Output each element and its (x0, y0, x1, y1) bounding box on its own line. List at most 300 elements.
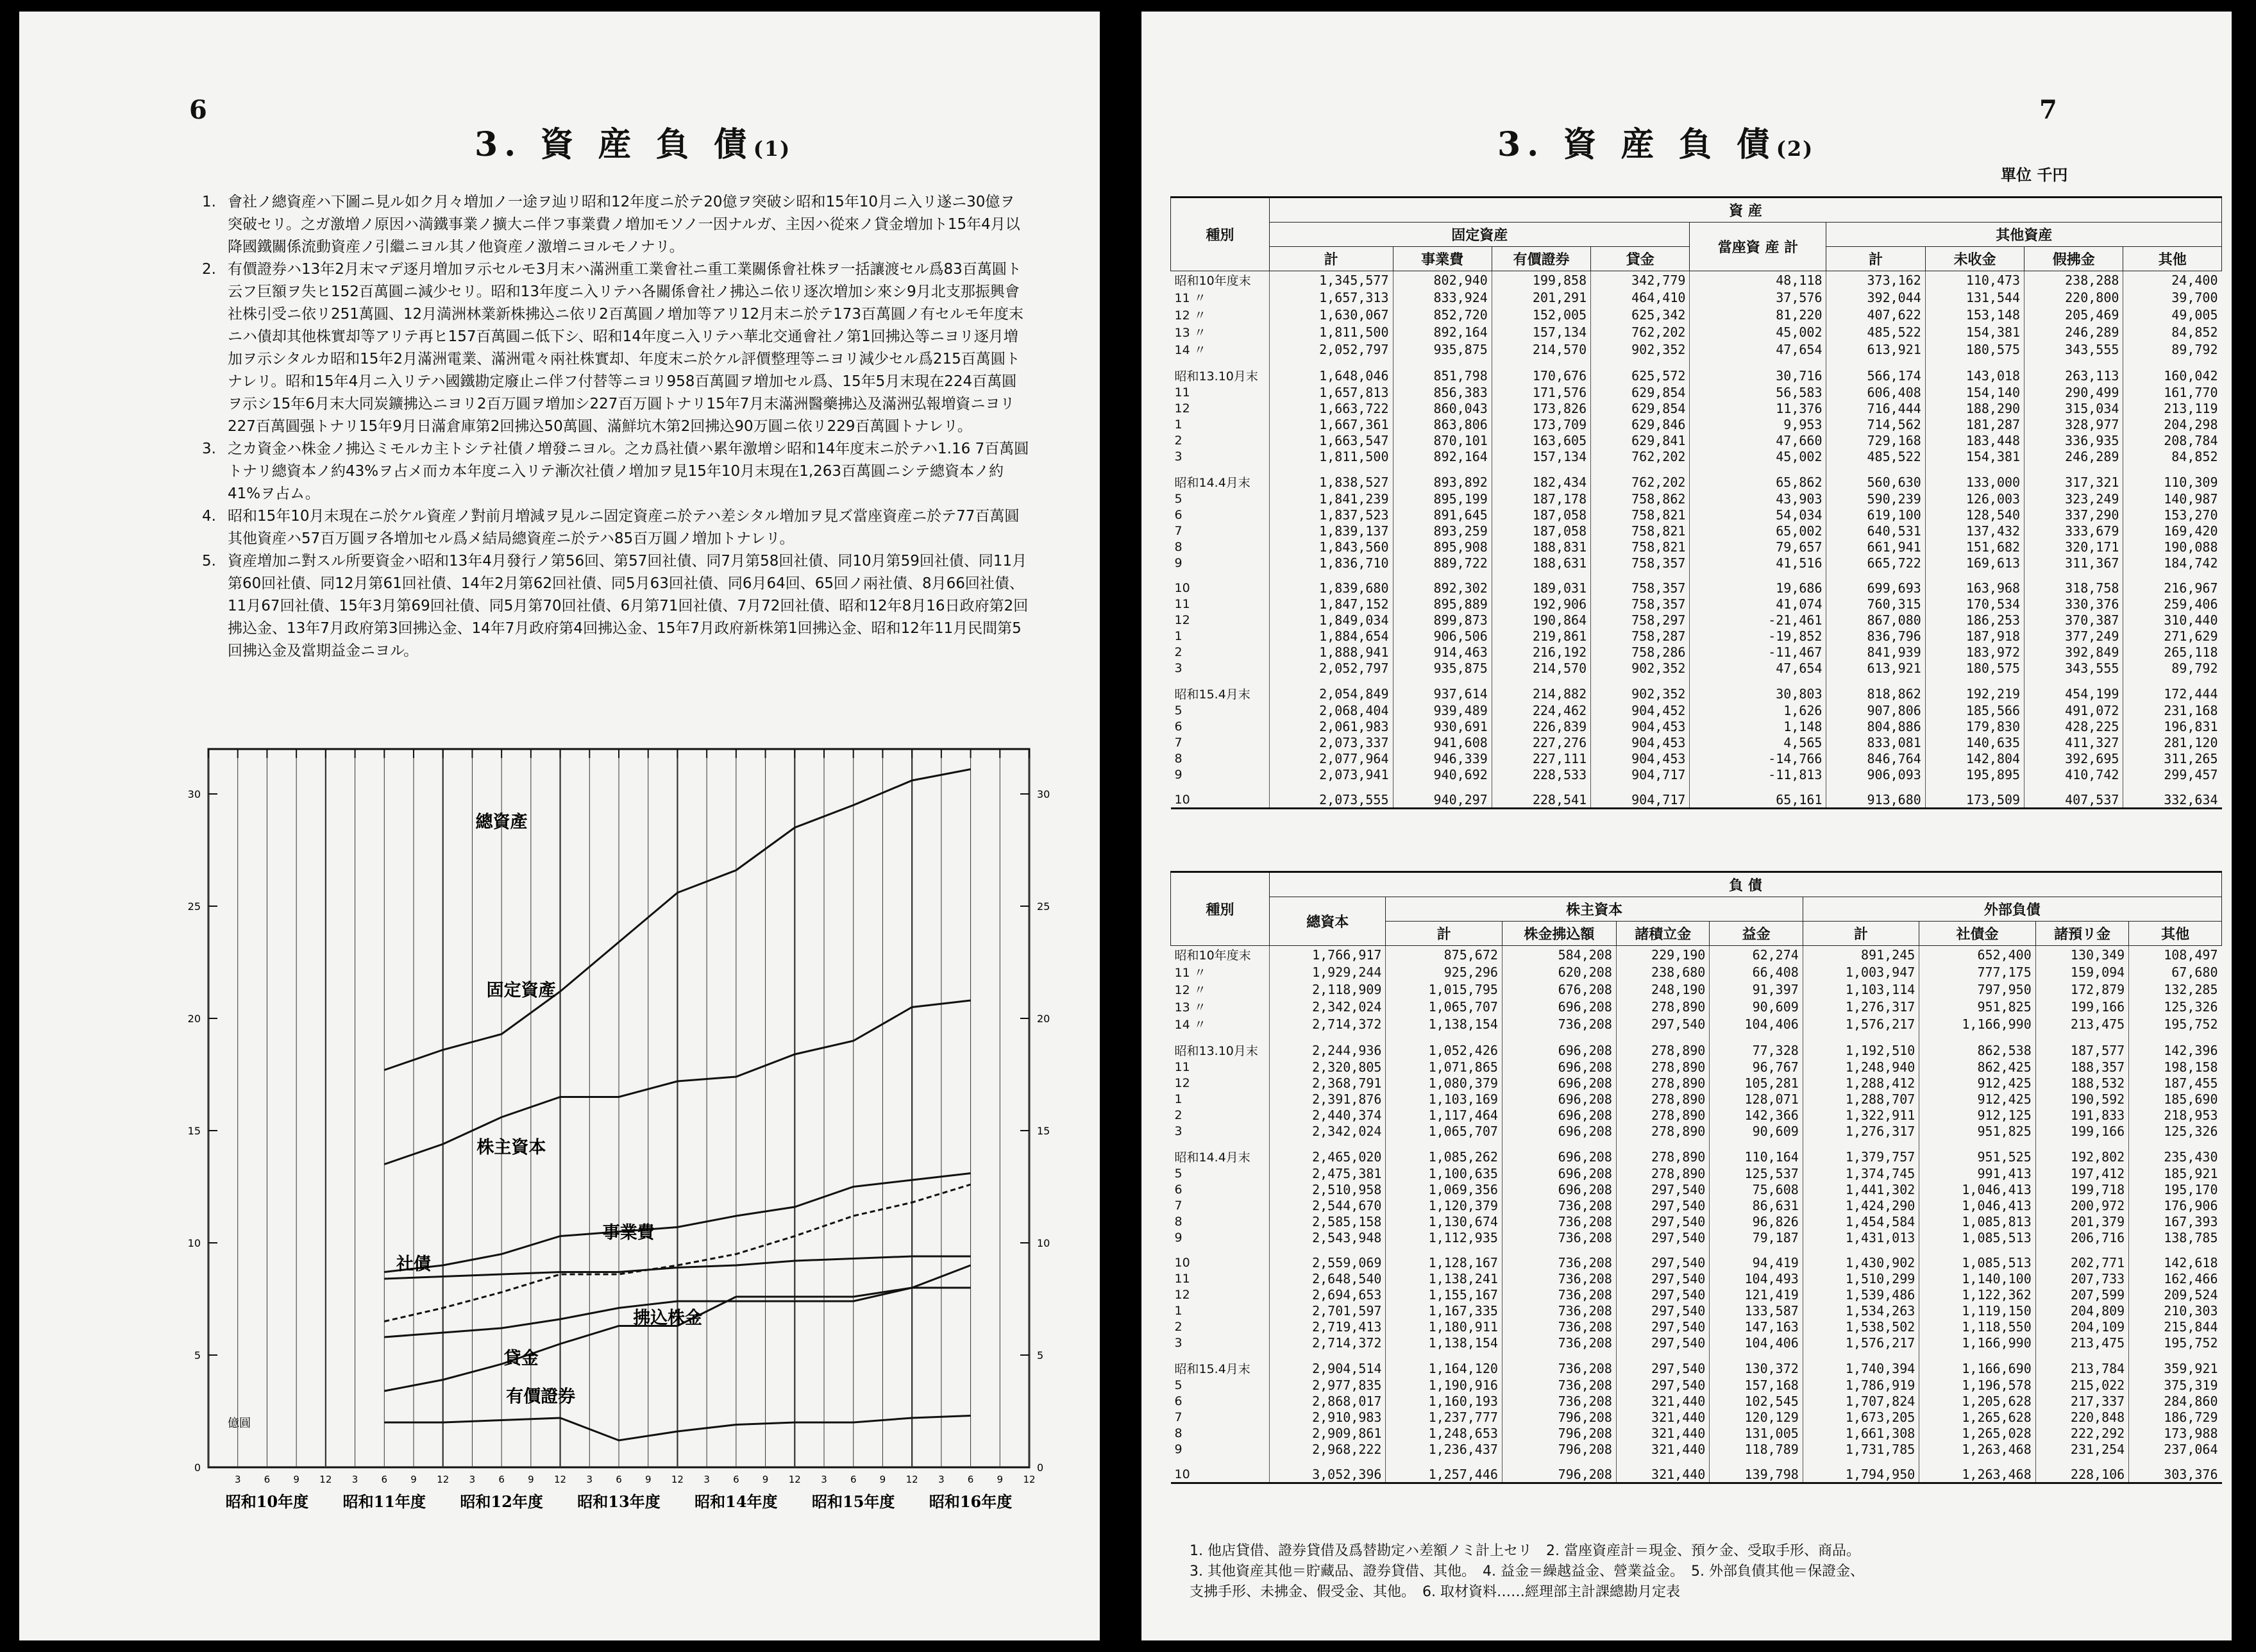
table-cell: 154,381 (1925, 323, 2024, 341)
table-cell: 120,129 (1710, 1409, 1803, 1425)
row-label: 9 (1174, 767, 1183, 782)
table-cell: 128,540 (1925, 507, 2024, 523)
table-cell: 1,100,635 (1386, 1165, 1502, 1181)
table-cell: 343,555 (2025, 660, 2123, 676)
table-cell: 892,164 (1393, 323, 1492, 341)
table-cell: 65,161 (1690, 791, 1826, 809)
table-cell: 899,873 (1393, 612, 1492, 628)
row-label: 7 (1174, 1198, 1183, 1213)
table-cell: 173,509 (1925, 791, 2024, 809)
table-cell: 736,208 (1502, 1319, 1616, 1335)
x-minor-tick-label: 6 (616, 1474, 622, 1485)
table-cell: 213,784 (2035, 1360, 2128, 1377)
table-cell: 652,400 (1919, 946, 2035, 964)
row-label: 1 (1174, 1092, 1183, 1106)
table-cell: 904,453 (1591, 750, 1690, 766)
table-cell: 343,555 (2025, 341, 2123, 358)
table-cell: 181,287 (1925, 416, 2024, 432)
row-label: 11 (1174, 596, 1190, 611)
table-cell: 758,821 (1591, 507, 1690, 523)
table-cell: 951,825 (1919, 998, 2035, 1015)
table-cell: 238,680 (1616, 963, 1709, 981)
table-spacer (1171, 782, 2222, 791)
row-label: 6 (1174, 1394, 1183, 1408)
table-cell: 104,406 (1710, 1015, 1803, 1032)
table-cell: 201,379 (2035, 1213, 2128, 1229)
table-cell: 170,534 (1925, 596, 2024, 612)
table-cell: 161,770 (2123, 384, 2222, 400)
table-cell: 96,826 (1710, 1213, 1803, 1229)
y-tick-label-right: 20 (1037, 1013, 1050, 1025)
table-cell: 1,731,785 (1803, 1441, 1919, 1457)
total-capital-header: 總資本 (1270, 897, 1386, 946)
table-cell: 1,630,067 (1270, 306, 1393, 323)
table-row (1171, 306, 2222, 323)
x-minor-tick-label: 12 (1023, 1474, 1036, 1485)
table-cell: 1,166,690 (1919, 1360, 2035, 1377)
row-label: 14 〃 (1174, 1018, 1206, 1032)
table-row (1171, 644, 2222, 660)
table-cell: 24,400 (2123, 271, 2222, 289)
row-label: 2 (1174, 1108, 1183, 1122)
unit-label: 單位 千円 (2001, 165, 2068, 184)
table-cell: 485,522 (1826, 323, 1925, 341)
table-row (1171, 341, 2222, 358)
table-cell: 49,005 (2123, 306, 2222, 323)
table-cell: 491,072 (2025, 702, 2123, 718)
table-cell: 39,700 (2123, 289, 2222, 306)
table-cell: 2,068,404 (1270, 702, 1393, 718)
x-fiscal-year-label: 昭和13年度 (577, 1492, 661, 1511)
table-cell: 867,080 (1826, 612, 1925, 628)
x-minor-tick-label: 3 (351, 1474, 358, 1485)
x-fiscal-year-label: 昭和11年度 (342, 1492, 426, 1511)
table-cell: 86,631 (1710, 1197, 1803, 1213)
table-cell: 311,367 (2025, 555, 2123, 571)
table-cell: 259,406 (2123, 596, 2222, 612)
row-label: 12 〃 (1174, 983, 1206, 997)
table-cell: 796,208 (1502, 1409, 1616, 1425)
table-cell: 2,052,797 (1270, 660, 1393, 676)
table-cell: 1,657,813 (1270, 384, 1393, 400)
table-cell: 213,475 (2035, 1335, 2128, 1351)
table-cell: 160,042 (2123, 367, 2222, 384)
table-cell: 182,434 (1492, 473, 1590, 491)
y-tick-label: 25 (187, 900, 201, 913)
table-cell: 758,357 (1591, 555, 1690, 571)
note-number: 4. (202, 508, 216, 525)
column-header: 計 (1803, 922, 1919, 946)
table-cell: 1,166,990 (1919, 1335, 2035, 1351)
table-cell: 1,424,290 (1803, 1197, 1919, 1213)
table-cell: 1,836,710 (1270, 555, 1393, 571)
table-cell: 126,003 (1925, 491, 2024, 507)
table-cell: 1,190,916 (1386, 1377, 1502, 1393)
table-cell: 2,073,941 (1270, 766, 1393, 782)
table-cell: 62,274 (1710, 946, 1803, 964)
table-cell: 297,540 (1616, 1229, 1709, 1245)
table-cell: 676,208 (1502, 981, 1616, 998)
table-cell: 1,138,241 (1386, 1270, 1502, 1286)
column-header: 貸金 (1591, 247, 1690, 271)
table-cell: 125,537 (1710, 1165, 1803, 1181)
table-row (1171, 367, 2222, 384)
table-cell: 54,034 (1690, 507, 1826, 523)
table-cell: 640,531 (1826, 523, 1925, 539)
x-minor-tick-label: 9 (997, 1474, 1004, 1485)
table-row (1171, 1075, 2222, 1091)
table-cell: 1,046,413 (1919, 1181, 2035, 1197)
table-cell: 311,265 (2123, 750, 2222, 766)
table-cell: 229,190 (1616, 946, 1709, 964)
table-row (1171, 384, 2222, 400)
table-cell: 941,608 (1393, 734, 1492, 750)
table-cell: 171,576 (1492, 384, 1590, 400)
table-cell: 207,733 (2035, 1270, 2128, 1286)
table-cell: 281,120 (2123, 734, 2222, 750)
table-cell: 760,315 (1826, 596, 1925, 612)
table-row (1171, 963, 2222, 981)
table-cell: 862,425 (1919, 1059, 2035, 1075)
table-cell: 2,118,909 (1270, 981, 1386, 998)
table-cell: 937,614 (1393, 685, 1492, 702)
table-cell: 913,680 (1826, 791, 1925, 809)
table-cell: 1,140,100 (1919, 1270, 2035, 1286)
table-cell: 930,691 (1393, 718, 1492, 734)
table-cell: 278,890 (1616, 1075, 1709, 1091)
table-cell: 91,397 (1710, 981, 1803, 998)
table-cell: 81,220 (1690, 306, 1826, 323)
table-cell: 94,419 (1710, 1254, 1803, 1270)
table-cell: 1,884,654 (1270, 628, 1393, 644)
column-header: 社債金 (1919, 922, 2035, 946)
table-cell: 204,298 (2123, 416, 2222, 432)
table-cell: 696,208 (1502, 998, 1616, 1015)
x-minor-tick-label: 12 (554, 1474, 567, 1485)
table-row (1171, 1441, 2222, 1457)
note-text: 會社ノ總資産ハ下圖ニ見ル如ク月々増加ノ一途ヲ辿リ昭和12年度ニ於テ20億ヲ突破シ昭和15年10月ニ入リ遂ニ30億ヲ突破セリ。之ガ激増ノ原因ハ満鐵事業ノ擴大ニ伴フ事業費ノ増加モソノ一因ナルガ、主因ハ從來ノ貸金増加ト15年4月以降國鐵關係流動資産ノ引繼ニヨル其ノ他資産ノ激増ニヨルモノナリ。 (228, 194, 1020, 255)
table-cell: 1,103,169 (1386, 1091, 1502, 1107)
table-cell: 1,130,674 (1386, 1213, 1502, 1229)
table-cell: 188,357 (2035, 1059, 2128, 1075)
table-cell: 140,635 (1925, 734, 2024, 750)
row-label: 3 (1174, 661, 1183, 675)
note-text: 昭和15年10月末現在ニ於ケル資産ノ對前月増減ヲ見ルニ固定資産ニ於テハ差シタル増加ヲ見ズ當座資産ニ於テ77百萬圓其他資産ハ57百万圓ヲ各増加セル爲メ結局總資産ニ於テハ85百万圓ノ増加トナレリ。 (228, 508, 1020, 547)
table-cell: 209,524 (2129, 1286, 2222, 1302)
table-row (1171, 523, 2222, 539)
table-row (1171, 1015, 2222, 1032)
external-liabilities-header: 外部負債 (1803, 897, 2221, 922)
table-cell: 47,660 (1690, 432, 1826, 448)
table-cell: 246,289 (2025, 323, 2123, 341)
table-cell: 2,061,983 (1270, 718, 1393, 734)
table-cell: 1,576,217 (1803, 1015, 1919, 1032)
table-cell: 321,440 (1616, 1425, 1709, 1441)
table-cell: 841,939 (1826, 644, 1925, 660)
table-cell: 1,120,379 (1386, 1197, 1502, 1213)
row-label: 昭和15.4月末 (1174, 687, 1250, 702)
note-text: 之カ資金ハ株金ノ拂込ミモルカ主トシテ社債ノ増發ニヨル。之カ爲社債ハ累年激増シ昭和14年度末ニ於テハ1.16 7百萬圓トナリ總資本ノ約43%ヲ占メ而カ本年度ニ入リテ漸次社債ノ増加ヲ見15年10月末現在1,263百萬圓ニシテ總資本ノ約41%ヲ占ム。 (228, 441, 1029, 502)
footnote-line: 3. 其他資産其他＝貯藏品、證券貸借、其他。 4. 益金＝繰越益金、營業益金。 5. 外部負債其他＝保證金、 (1190, 1564, 1864, 1580)
table-cell: 321,440 (1616, 1409, 1709, 1425)
table-cell: 172,444 (2123, 685, 2222, 702)
table-cell: 154,140 (1925, 384, 2024, 400)
table-cell: 1,192,510 (1803, 1041, 1919, 1059)
table-cell: 96,767 (1710, 1059, 1803, 1075)
table-cell: 696,208 (1502, 1165, 1616, 1181)
table-cell: 173,709 (1492, 416, 1590, 432)
table-cell: 665,722 (1826, 555, 1925, 571)
column-header: 株金拂込額 (1502, 922, 1616, 946)
table-cell: 121,419 (1710, 1286, 1803, 1302)
table-cell: 895,199 (1393, 491, 1492, 507)
table-cell: 852,720 (1393, 306, 1492, 323)
table-cell: 320,171 (2025, 539, 2123, 555)
row-label: 3 (1174, 449, 1183, 464)
y-tick-label: 30 (187, 788, 201, 800)
table-cell: 188,631 (1492, 555, 1590, 571)
table-cell: 190,864 (1492, 612, 1590, 628)
table-cell: 1,431,013 (1803, 1229, 1919, 1245)
table-cell: 895,908 (1393, 539, 1492, 555)
table-cell: 2,559,069 (1270, 1254, 1386, 1270)
notes-section (202, 191, 1029, 662)
table-cell: 2,368,791 (1270, 1075, 1386, 1091)
table-row (1171, 432, 2222, 448)
y-tick-label: 0 (194, 1462, 201, 1474)
table-cell: 1,103,114 (1803, 981, 1919, 998)
row-label: 12 (1174, 1287, 1190, 1302)
table-row (1171, 1393, 2222, 1409)
table-cell: 862,538 (1919, 1041, 2035, 1059)
table-cell: 189,031 (1492, 580, 1590, 596)
table-cell: 392,849 (2025, 644, 2123, 660)
table-cell: 696,208 (1502, 1075, 1616, 1091)
column-header: 其他 (2129, 922, 2222, 946)
table-cell: 411,327 (2025, 734, 2123, 750)
table-row (1171, 416, 2222, 432)
table-cell: 278,890 (1616, 1148, 1709, 1165)
table-cell: 1,069,356 (1386, 1181, 1502, 1197)
table-cell: 2,244,936 (1270, 1041, 1386, 1059)
table-cell: 2,320,805 (1270, 1059, 1386, 1075)
table-row (1171, 685, 2222, 702)
table-cell: 1,288,707 (1803, 1091, 1919, 1107)
row-label: 昭和15.4月末 (1174, 1362, 1250, 1376)
unit-label: 億圓 (228, 1417, 251, 1430)
table-cell: 220,848 (2035, 1409, 2128, 1425)
column-header: 諸預リ金 (2035, 922, 2128, 946)
table-cell: 1,248,653 (1386, 1425, 1502, 1441)
x-minor-tick-label: 3 (586, 1474, 593, 1485)
x-minor-tick-label: 12 (319, 1474, 332, 1485)
table-row (1171, 448, 2222, 464)
table-spacer (1171, 676, 2222, 685)
table-cell: 904,452 (1591, 702, 1690, 718)
column-header: 其他 (2123, 247, 2222, 271)
table-cell: 140,987 (2123, 491, 2222, 507)
table-cell: 321,440 (1616, 1441, 1709, 1457)
table-cell: 904,717 (1591, 766, 1690, 782)
table-cell: 2,904,514 (1270, 1360, 1386, 1377)
note-number: 1. (202, 194, 216, 210)
table-cell: 125,326 (2129, 1123, 2222, 1139)
x-minor-tick-label: 3 (469, 1474, 476, 1485)
table-row (1171, 1123, 2222, 1139)
table-cell: 1,119,150 (1919, 1302, 2035, 1319)
table-cell: 566,174 (1826, 367, 1925, 384)
table-cell: 758,287 (1591, 628, 1690, 644)
table-cell: 41,074 (1690, 596, 1826, 612)
table-cell: 1,322,911 (1803, 1107, 1919, 1123)
table-cell: 629,854 (1591, 400, 1690, 416)
table-cell: 892,302 (1393, 580, 1492, 596)
table-cell: 191,833 (2035, 1107, 2128, 1123)
row-label: 7 (1174, 735, 1183, 750)
table-cell: 1,839,137 (1270, 523, 1393, 539)
table-cell: 796,208 (1502, 1466, 1616, 1483)
table-cell: 796,208 (1502, 1441, 1616, 1457)
table-cell: 19,686 (1690, 580, 1826, 596)
table-cell: 629,841 (1591, 432, 1690, 448)
table-row (1171, 539, 2222, 555)
table-cell: 172,879 (2035, 981, 2128, 998)
table-cell: 153,148 (1925, 306, 2024, 323)
table-cell: 199,718 (2035, 1181, 2128, 1197)
table-cell: 2,543,948 (1270, 1229, 1386, 1245)
table-cell: 180,575 (1925, 341, 2024, 358)
note-number: 5. (202, 553, 216, 569)
table-cell: 297,540 (1616, 1302, 1709, 1319)
table-cell: 195,895 (1925, 766, 2024, 782)
table-cell: 1,626 (1690, 702, 1826, 718)
x-minor-tick-label: 9 (762, 1474, 769, 1485)
table-row (1171, 289, 2222, 306)
table-cell: 375,319 (2129, 1377, 2222, 1393)
series-label-fixed_assets: 固定資產 (486, 981, 556, 1000)
table-cell: 1,843,560 (1270, 539, 1393, 555)
table-cell: 891,245 (1803, 946, 1919, 964)
table-cell: 190,592 (2035, 1091, 2128, 1107)
table-cell: 323,249 (2025, 491, 2123, 507)
table-cell: 1,576,217 (1803, 1335, 1919, 1351)
table-cell: 147,163 (1710, 1319, 1803, 1335)
table-cell: 1,085,813 (1919, 1213, 2035, 1229)
table-cell: 142,618 (2129, 1254, 2222, 1270)
table-cell: 333,679 (2025, 523, 2123, 539)
table-cell: 893,259 (1393, 523, 1492, 539)
table-cell: 303,376 (2129, 1466, 2222, 1483)
table-cell: 1,196,578 (1919, 1377, 2035, 1393)
table-row (1171, 580, 2222, 596)
table-cell: 187,178 (1492, 491, 1590, 507)
x-minor-tick-label: 6 (967, 1474, 974, 1485)
row-label: 14 〃 (1174, 343, 1206, 357)
table-cell: 299,457 (2123, 766, 2222, 782)
table-cell: 1,237,777 (1386, 1409, 1502, 1425)
table-cell: 89,792 (2123, 341, 2222, 358)
table-cell: 906,506 (1393, 628, 1492, 644)
table-cell: 187,918 (1925, 628, 2024, 644)
table-cell: 661,941 (1826, 539, 1925, 555)
table-cell: 45,002 (1690, 448, 1826, 464)
x-fiscal-year-label: 昭和12年度 (460, 1492, 543, 1511)
table-cell: 104,406 (1710, 1335, 1803, 1351)
table-cell: 133,587 (1710, 1302, 1803, 1319)
table-cell: 142,804 (1925, 750, 2024, 766)
table-cell: 336,935 (2025, 432, 2123, 448)
table-cell: 1,847,152 (1270, 596, 1393, 612)
table-cell: 133,000 (1925, 473, 2024, 491)
table-row (1171, 1197, 2222, 1213)
asset-label-header: 種別 (1171, 198, 1270, 271)
table-cell: 218,953 (2129, 1107, 2222, 1123)
table-spacer (1171, 1351, 2222, 1360)
table-cell: 41,516 (1690, 555, 1826, 571)
table-cell: 137,432 (1925, 523, 2024, 539)
table-cell: 30,716 (1690, 367, 1826, 384)
table-cell: 1,128,167 (1386, 1254, 1502, 1270)
table-cell: 186,729 (2129, 1409, 2222, 1425)
table-cell: 187,577 (2035, 1041, 2128, 1059)
table-cell: 1,276,317 (1803, 1123, 1919, 1139)
current-assets-header: 當座資 産 計 (1690, 223, 1826, 271)
row-label: 12 (1174, 1075, 1190, 1090)
table-cell: 736,208 (1502, 1360, 1616, 1377)
table-cell: 1,138,154 (1386, 1335, 1502, 1351)
table-cell: 699,693 (1826, 580, 1925, 596)
table-cell: 2,465,020 (1270, 1148, 1386, 1165)
table-cell: 163,605 (1492, 432, 1590, 448)
row-label: 昭和10年度末 (1174, 948, 1251, 963)
page-title-left (475, 117, 791, 165)
table-cell: 1,205,628 (1919, 1393, 2035, 1409)
table-cell: 198,158 (2129, 1059, 2222, 1075)
table-cell: 183,448 (1925, 432, 2024, 448)
table-row (1171, 998, 2222, 1015)
table-cell: 131,544 (1925, 289, 2024, 306)
note-text: 有價證券ハ13年2月末マデ逐月増加ヲ示セルモ3月末ハ滿洲重工業會社ニ重工業關係會社株ヲ一括讓渡セル爲83百萬圓ト云フ巨額ヲ失ヒ152百萬圓ニ減少セリ。昭和13年度ニ入リテハ各關係會社ノ拂込ニ依リ逐次増加シ來シ9月北支那振興會社株引受ニ依リ251萬圓、12月満洲林業新株拂込ニ依リ2百萬圓ノ増加等アリ12月末ニ於テ173百萬圓ノ有セルモ年度末ニハ債却其他株實却等アリテ再ヒ157百萬圓ニ低下シ、昭和14年度ニ入リテハ華北交通會社ノ第1回拂込等ニヨリ逐月増加ヲ示シタルカ昭和15年2月滿洲電業、滿洲電々兩社株實却、年度末ニ於ケル評價整理等ニヨリ減少セル爲215百萬圓トナレリ。昭和15年4月ニ入リテハ國鐵勘定廢止ニ伴フ付替等ニヨリ958百萬圓ヲ増加セル爲、15年5月末現在224百萬圓ヲ示シ15年6月末大同炭鑛拂込ニヨリ2百万圓ヲ増加シ227百万圓トナリ15年7月末滿洲醫藥拂込及滿洲弘報増資ニヨリ227百萬圓强トナリ15年9月日滿倉庫第2回拂込50萬圓、滿鮮坑木第2回拂込90万圓ニ依リ229百萬圓トナレリ。 (228, 261, 1024, 435)
table-cell: 188,831 (1492, 539, 1590, 555)
table-cell: 758,821 (1591, 539, 1690, 555)
table-cell: 1,707,824 (1803, 1393, 1919, 1409)
table-cell: 30,803 (1690, 685, 1826, 702)
x-fiscal-year-label: 昭和10年度 (225, 1492, 309, 1511)
table-cell: 904,453 (1591, 734, 1690, 750)
table-cell: 696,208 (1502, 1123, 1616, 1139)
table-cell: 84,852 (2123, 448, 2222, 464)
table-cell: 1,160,193 (1386, 1393, 1502, 1409)
table-cell: 1,065,707 (1386, 1123, 1502, 1139)
liability-label-header: 種別 (1171, 872, 1270, 946)
row-label: 10 (1174, 792, 1190, 807)
table-cell: 1,838,527 (1270, 473, 1393, 491)
table-cell: 912,425 (1919, 1075, 2035, 1091)
table-cell: 47,654 (1690, 341, 1826, 358)
table-cell: 192,802 (2035, 1148, 2128, 1165)
table-cell: 132,285 (2129, 981, 2222, 998)
x-fiscal-year-label: 昭和16年度 (929, 1492, 1013, 1511)
table-cell: 1,118,550 (1919, 1319, 2035, 1335)
table-cell: 696,208 (1502, 1059, 1616, 1075)
table-cell: 606,408 (1826, 384, 1925, 400)
table-cell: 222,292 (2035, 1425, 2128, 1441)
table-cell: 1,510,299 (1803, 1270, 1919, 1286)
table-cell: 65,862 (1690, 473, 1826, 491)
table-cell: 1,794,950 (1803, 1466, 1919, 1483)
table-row (1171, 1286, 2222, 1302)
note-item (202, 258, 1029, 438)
